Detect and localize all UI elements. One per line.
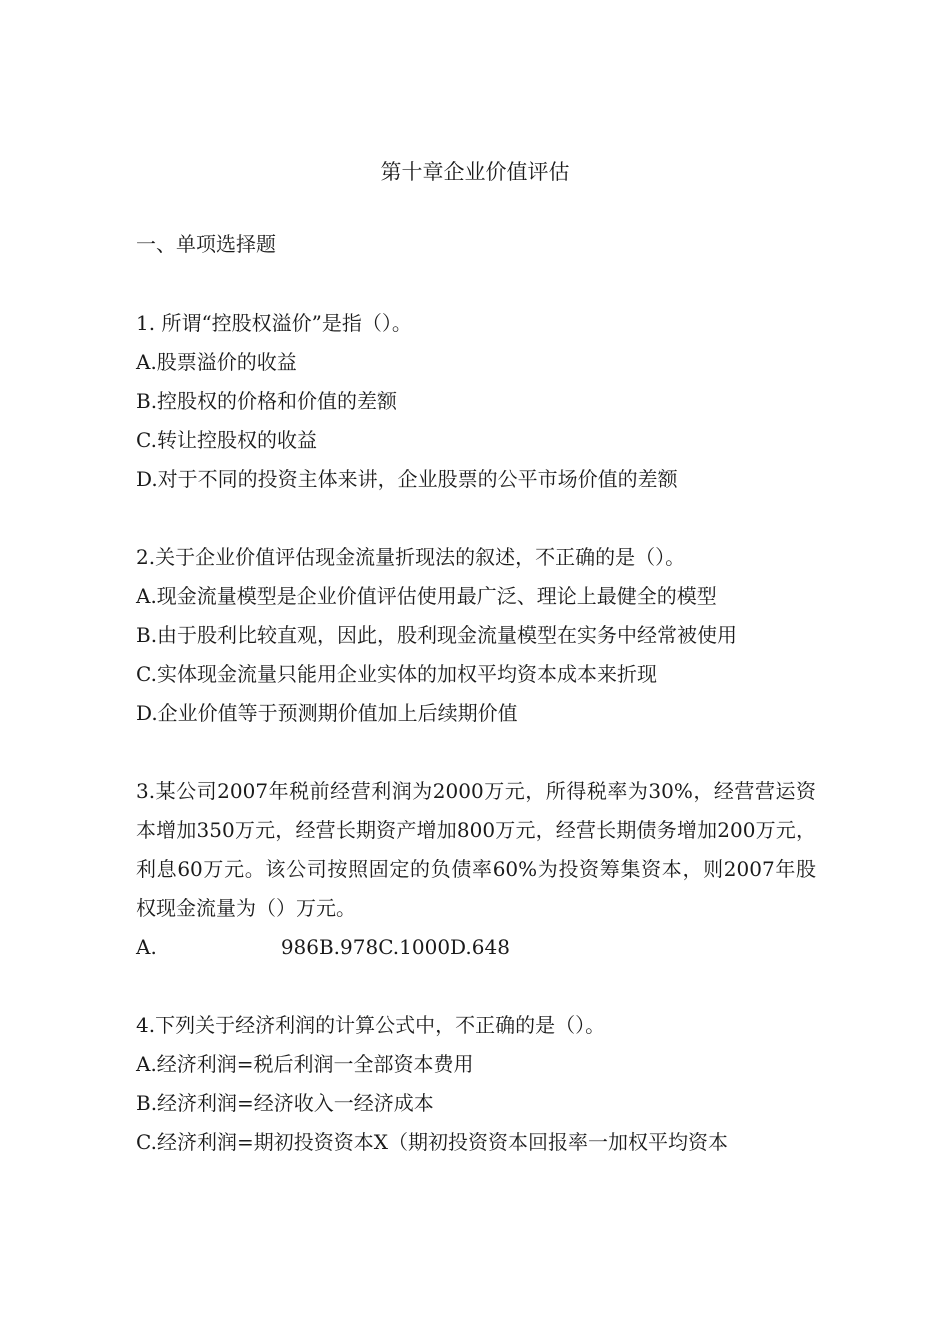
question-3 — [136, 772, 816, 967]
option-b: B.控股权的价格和价值的差额 — [136, 389, 398, 413]
option-b: B.由于股利比较直观，因此，股利现金流量模型在实务中经常被使用 — [136, 623, 738, 647]
options-inline — [136, 928, 816, 967]
question-stem: 2.关于企业价值评估现金流量折现法的叙述，不正确的是（）。 — [136, 545, 686, 569]
option-a: A.经济利润=税后利润一全部资本费用 — [136, 1052, 474, 1076]
option-b: B.经济利润=经济收入一经济成本 — [136, 1091, 434, 1115]
option-a-prefix: A. — [136, 935, 157, 959]
question-stem: 4.下列关于经济利润的计算公式中，不正确的是（）。 — [136, 1013, 606, 1037]
page-title: 第十章企业价值评估 — [380, 160, 570, 184]
question-1 — [136, 304, 816, 499]
question-stem: 3.某公司2007年税前经营利润为2000万元，所得税率为30%，经营营运资本增加350万元，经营长期资产增加800万元，经营长期债务增加200万元，利息60万元。该公司按照固定的负债率60%为投资筹集资本，则2007年股权现金流量为（）万元。 — [136, 779, 816, 920]
option-c: C.经济利润=期初投资资本X（期初投资资本回报率一加权平均资本 — [136, 1130, 728, 1154]
option-c: C.转让控股权的收益 — [136, 428, 317, 452]
question-4 — [136, 1006, 816, 1162]
question-2 — [136, 538, 816, 733]
section-heading: 一、单项选择题 — [136, 232, 276, 256]
question-stem: 1. 所谓“控股权溢价”是指（）。 — [136, 311, 412, 335]
option-d: D.对于不同的投资主体来讲，企业股票的公平市场价值的差额 — [136, 467, 678, 491]
option-c: C.实体现金流量只能用企业实体的加权平均资本成本来折现 — [136, 662, 657, 686]
option-a: A.现金流量模型是企业价值评估使用最广泛、理论上最健全的模型 — [136, 584, 717, 608]
option-a: A.股票溢价的收益 — [136, 350, 297, 374]
option-d: D.企业价值等于预测期价值加上后续期价值 — [136, 701, 518, 725]
options-values: 986B.978C.1000D.648 — [280, 935, 510, 959]
